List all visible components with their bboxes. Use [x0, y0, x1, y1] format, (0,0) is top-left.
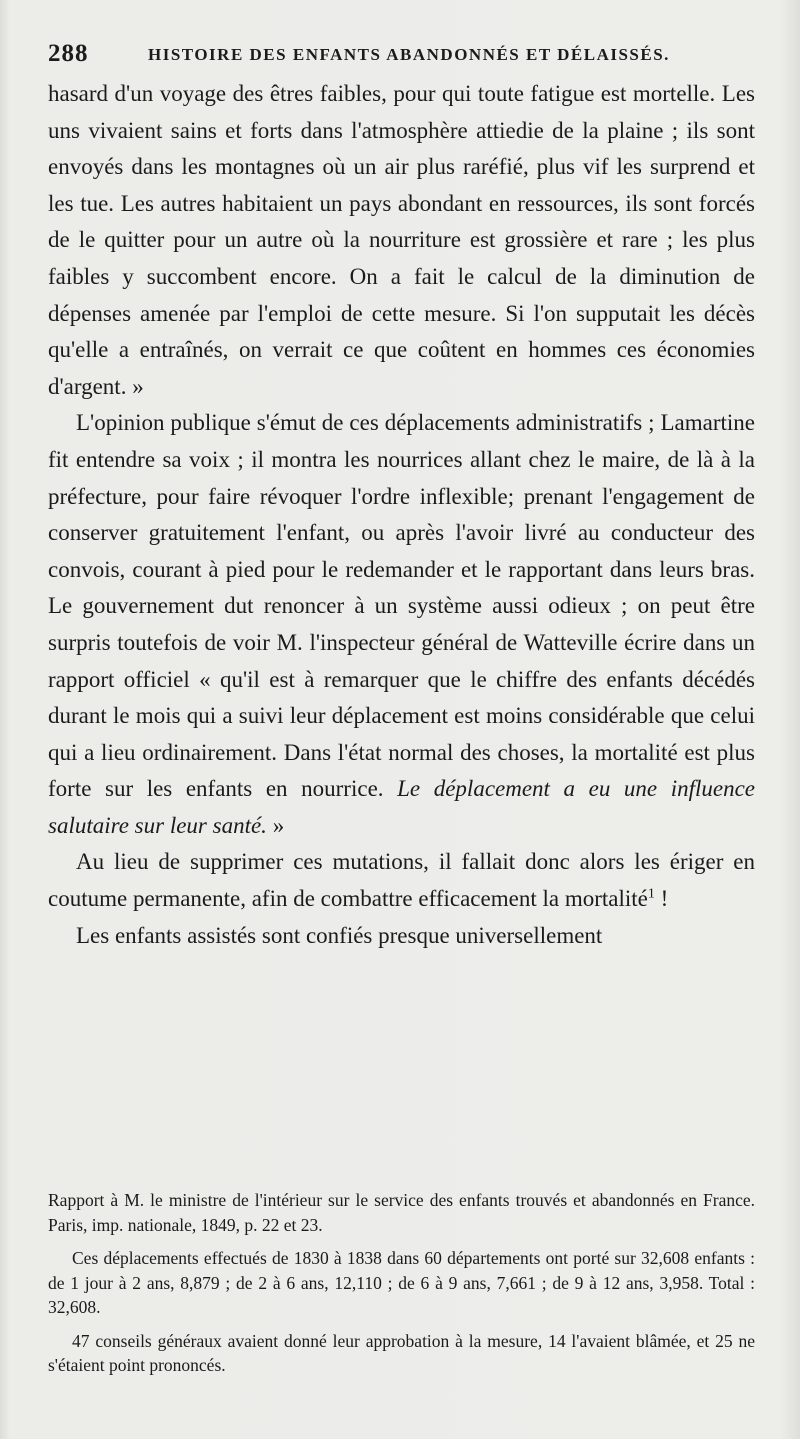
- paragraph-1: hasard d'un voyage des êtres faibles, pour qui toute fatigue est mortelle. Les uns vivaient sains et forts dans l'atmosphère attiedie de la plaine ; ils sont envoyés dans les montagnes où un air plus raréfié, plus vif les surprend et les tue. Les autres habitaient un pays abondant en ressources, ils sont forcés de le quitter pour un autre où la nourriture est grossière et rare ; les plus faibles y succombent encore. On a fait le calcul de la diminution de dépenses amenée par l'emploi de cette mesure. Si l'on supputait les décès qu'elle a entraînés, on verrait ce que coûtent en hommes ces économies d'argent. »: [48, 81, 755, 399]
- footnotes: [48, 1188, 755, 1387]
- paragraph-2-text: L'opinion publique s'émut de ces déplacements administratifs ; Lamartine fit entendre sa voix ; il montra les nourrices allant chez le maire, de là à la préfecture, pour faire révoquer l'ordre inflexible; prenant l'engagement de conserver gratuitement l'enfant, ou après l'avoir livré au conducteur des convois, courant à pied pour le redemander et le rapportant dans leurs bras. Le gouvernement dut renoncer à un système aussi odieux ; on peut être surpris toutefois de voir M. l'inspecteur général de Watteville écrire dans un rapport officiel « qu'il est à remarquer que le chiffre des enfants décédés durant le mois qui a suivi leur déplacement est moins considérable que celui qui a lieu ordinairement. Dans l'état normal des choses, la mortalité est plus forte sur les enfants en nourrice.: [48, 410, 755, 802]
- footnote-2: Ces déplacements effectués de 1830 à 1838 dans 60 départements ont porté sur 32,608 enfants : de 1 jour à 2 ans, 8,879 ; de 2 à 6 ans, 12,110 ; de 6 à 9 ans, 7,661 ; de 9 à 12 ans, 3,958. Total : 32,608.: [48, 1248, 755, 1317]
- page-number: 288: [48, 40, 89, 67]
- running-title: HISTOIRE DES ENFANTS ABANDONNÉS ET DÉLAISSÉS.: [148, 45, 670, 64]
- footnote-1: Rapport à M. le ministre de l'intérieur sur le service des enfants trouvés et abandonnés en France. Paris, imp. nationale, 1849, p. 22 et 23.: [48, 1190, 755, 1235]
- paragraph-3: [48, 844, 755, 917]
- page-header: [48, 40, 748, 72]
- paragraph-3-text: Au lieu de supprimer ces mutations, il fallait donc alors les ériger en coutume permanente, afin de combattre efficacement la mortalité: [48, 849, 755, 912]
- main-text: [48, 76, 755, 954]
- footnote-mark: 1: [647, 886, 655, 902]
- paragraph-2-close: »: [266, 812, 285, 838]
- paragraph-2: [48, 405, 755, 844]
- paragraph-3-close: !: [654, 886, 669, 912]
- paragraph-4: Les enfants assistés sont confiés presque universellement: [76, 922, 603, 948]
- paragraph-2-italic-quote: Le déplacement a eu une influence salutaire sur leur santé.: [48, 776, 756, 838]
- footnote-3: 47 conseils généraux avaient donné leur approbation à la mesure, 14 l'avaient blâmée, et 25 ne s'étaient point prononcés.: [48, 1330, 755, 1375]
